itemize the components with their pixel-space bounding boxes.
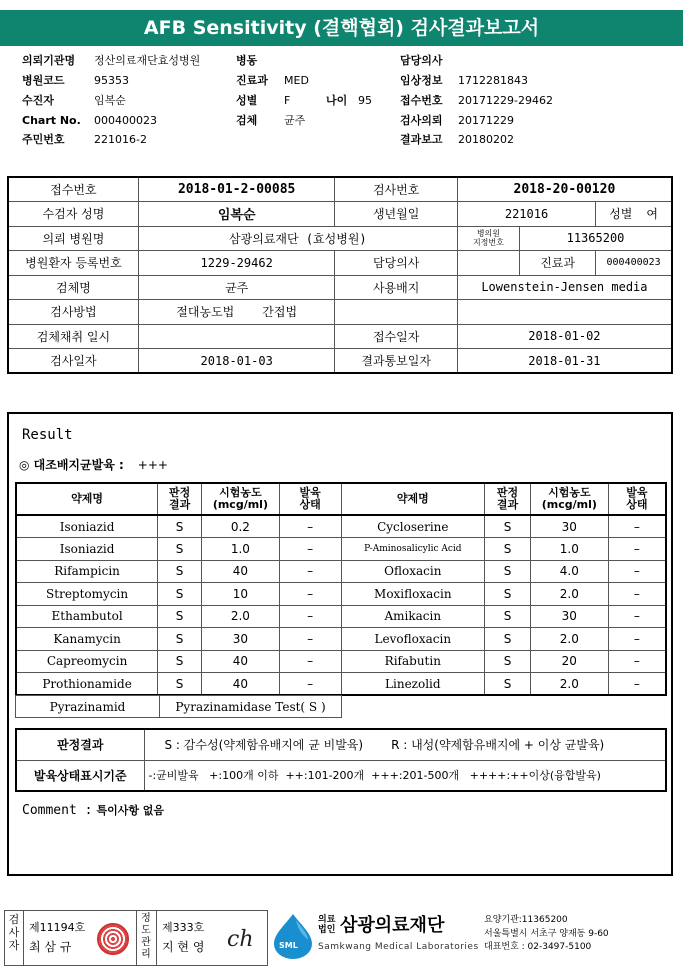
test-no: 2018-20-00120 <box>457 177 672 202</box>
inst-label: 의뢰기관명 <box>22 54 76 67</box>
drug-name: Isoniazid <box>16 538 158 561</box>
drug-growth: – <box>279 605 341 628</box>
drug-result: S <box>158 583 202 606</box>
sml-logo <box>272 912 314 960</box>
accept-label: 접수일자 <box>335 324 457 349</box>
reviewer-no: 제333호 <box>162 921 205 934</box>
drug-conc: 20 <box>530 650 608 673</box>
conc-header: 시험농도 (mcg/ml) <box>201 483 279 515</box>
designated-no: 11365200 <box>520 226 673 251</box>
comment-value: 특이사항 없음 <box>96 804 165 817</box>
drug-result: S <box>485 515 531 538</box>
patient-name: 임복순 <box>138 202 335 227</box>
drug-growth: – <box>608 515 666 538</box>
growth-header-2: 발육 상태 <box>608 483 666 515</box>
sex-cell <box>596 202 672 227</box>
reg-no: 1229-29462 <box>138 251 335 276</box>
request-value: 20171229 <box>458 114 514 127</box>
drug-table <box>15 482 667 696</box>
drug-conc: 2.0 <box>201 605 279 628</box>
drug-conc: 40 <box>201 673 279 696</box>
report-title: AFB Sensitivity (결핵협회) 검사결과보고서 <box>0 10 683 46</box>
drug-conc: 2.0 <box>530 583 608 606</box>
age-value: 95 <box>358 94 372 107</box>
sex-label: 성별 <box>236 94 258 107</box>
org-en: Samkwang Medical Laboratories <box>318 942 479 952</box>
drug-name: Ethambutol <box>16 605 158 628</box>
drug-conc: 0.2 <box>201 515 279 538</box>
media-label: 사용배지 <box>335 275 457 300</box>
drug-name: Isoniazid <box>16 515 158 538</box>
dept-label: 진료과 <box>520 251 596 276</box>
method-empty-2 <box>457 300 672 325</box>
receipt-no: 2018-01-2-00085 <box>138 177 335 202</box>
drug-result: S <box>158 628 202 651</box>
reviewer-label: 정도관리 <box>141 913 151 960</box>
drug-conc: 40 <box>201 560 279 583</box>
drug-result: S <box>485 583 531 606</box>
drug-growth: – <box>279 583 341 606</box>
drug-growth: – <box>279 628 341 651</box>
tester-no: 제11194호 <box>29 921 86 934</box>
sex-value: F <box>284 94 291 107</box>
drug-growth: – <box>608 583 666 606</box>
drug-result: S <box>485 650 531 673</box>
media: Lowenstein-Jensen media <box>457 275 672 300</box>
org-prefix: 의료법인 <box>318 915 336 935</box>
designated-label-1: 병의원 <box>476 229 500 239</box>
notify: 2018-01-31 <box>457 349 672 374</box>
drug-header-2: 약제명 <box>341 483 485 515</box>
hospital-label: 의뢰 병원명 <box>8 226 138 251</box>
test-no-label: 검사번호 <box>335 177 457 202</box>
drug-header: 약제명 <box>16 483 158 515</box>
tester-label: 검사자 <box>8 913 20 952</box>
name-label: 수검자 성명 <box>8 202 138 227</box>
table-row <box>16 673 666 696</box>
doctor-label: 담당의사 <box>335 251 457 276</box>
drug-conc: 2.0 <box>530 628 608 651</box>
drug-growth: – <box>279 673 341 696</box>
logo-text: SML <box>279 941 298 950</box>
drug-name: Prothionamide <box>16 673 158 696</box>
code-value: 95353 <box>94 74 129 87</box>
drug-growth: – <box>608 605 666 628</box>
specimen-value: 균주 <box>284 114 306 127</box>
judge-s: S : 감수성(약제함유배지에 균 비발육) <box>164 738 364 753</box>
org-address: 서울특별시 서초구 양재동 9-60 <box>484 928 609 939</box>
org-name: 삼광의료재단 <box>340 915 445 936</box>
specimen-label: 검체 <box>236 114 258 127</box>
table-row <box>16 650 666 673</box>
designated-label-2: 지정번호 <box>472 238 504 248</box>
method-2: 간접법 <box>262 305 298 320</box>
method-empty <box>335 300 457 325</box>
dept-value: MED <box>284 74 309 87</box>
table-row <box>16 560 666 583</box>
doctor <box>457 251 519 276</box>
drug-growth: – <box>279 515 341 538</box>
info-table <box>7 176 673 374</box>
sex: 여 <box>646 207 658 222</box>
control-growth <box>19 456 168 473</box>
conc-header-2: 시험농도 (mcg/ml) <box>530 483 608 515</box>
chart-value: 000400023 <box>94 114 157 127</box>
result-section <box>7 412 673 876</box>
pza-name: Pyrazinamid <box>16 696 160 718</box>
rrn-value: 221016-2 <box>94 133 147 146</box>
drug-result: S <box>485 538 531 561</box>
drug-result: S <box>485 673 531 696</box>
drug-growth: – <box>608 673 666 696</box>
pza-result: Pyrazinamidase Test( S ) <box>160 696 342 718</box>
drug-growth: – <box>279 650 341 673</box>
drug-conc: 2.0 <box>530 673 608 696</box>
table-row <box>16 605 666 628</box>
table-row <box>16 538 666 561</box>
specimen: 균주 <box>138 275 335 300</box>
drug-conc: 40 <box>201 650 279 673</box>
chart-label: Chart No. <box>22 114 81 127</box>
clinical-label: 임상정보 <box>400 74 443 87</box>
receipt-no-label: 접수번호 <box>8 177 138 202</box>
drug-growth: – <box>608 628 666 651</box>
drug-conc: 10 <box>201 583 279 606</box>
control-value: +++ <box>137 458 168 472</box>
tester-name: 최 삼 규 <box>29 940 72 954</box>
request-label: 검사의뢰 <box>400 114 443 127</box>
rrn-label: 주민번호 <box>22 133 65 146</box>
method-label: 검사방법 <box>8 300 138 325</box>
report-value: 20180202 <box>458 133 514 146</box>
notify-label: 결과통보일자 <box>335 349 457 374</box>
drug-growth: – <box>608 538 666 561</box>
result-title: Result <box>22 427 73 443</box>
org-phone: 대표번호 : 02-3497-5100 <box>484 942 592 952</box>
doctor-label: 담당의사 <box>400 54 443 67</box>
drug-conc: 1.0 <box>201 538 279 561</box>
pza-table <box>15 695 342 718</box>
testdate: 2018-01-03 <box>138 349 335 374</box>
drug-result: S <box>158 650 202 673</box>
patient-value: 임복순 <box>94 94 126 107</box>
clinical-value: 1712281843 <box>458 74 528 87</box>
drug-result: S <box>158 673 202 696</box>
age-label: 나이 <box>326 94 348 107</box>
collect <box>138 324 335 349</box>
judge-label: 판정결과 <box>16 729 144 760</box>
table-row <box>16 628 666 651</box>
dept: 000400023 <box>596 251 672 276</box>
patient-label: 수진자 <box>22 94 54 107</box>
drug-name: Rifabutin <box>341 650 485 673</box>
drug-result: S <box>485 560 531 583</box>
drug-name: Kanamycin <box>16 628 158 651</box>
drug-name: Moxifloxacin <box>341 583 485 606</box>
growth-label: 발육상태표시기준 <box>16 760 144 791</box>
drug-growth: – <box>279 538 341 561</box>
signature: ch <box>227 927 254 952</box>
drug-growth: – <box>608 560 666 583</box>
designated-label <box>457 226 519 251</box>
judge-values <box>144 729 666 760</box>
control-label: ◎ 대조배지균발육 : <box>19 458 124 472</box>
drug-result: S <box>158 605 202 628</box>
hospital: 삼광의료재단 (효성병원) <box>138 226 457 251</box>
drug-name: P-Aminosalicylic Acid <box>341 538 485 561</box>
dept-label: 진료과 <box>236 74 268 87</box>
drug-name: Cycloserine <box>341 515 485 538</box>
drug-name: Linezolid <box>341 673 485 696</box>
drug-name: Streptomycin <box>16 583 158 606</box>
testdate-label: 검사일자 <box>8 349 138 374</box>
drug-result: S <box>158 560 202 583</box>
dob-label: 생년월일 <box>335 202 457 227</box>
inst-value: 정산의료재단효성병원 <box>94 54 201 67</box>
sex-label: 성별 <box>609 207 633 222</box>
signature-box <box>4 910 268 966</box>
ward-label: 병동 <box>236 54 258 67</box>
drug-name: Rifampicin <box>16 560 158 583</box>
drug-conc: 30 <box>201 628 279 651</box>
result-header: 판정 결과 <box>158 483 202 515</box>
drug-growth: – <box>279 560 341 583</box>
drug-result: S <box>485 605 531 628</box>
comment <box>22 802 164 818</box>
legend-table <box>15 728 667 792</box>
method-1: 절대농도법 <box>176 305 235 320</box>
collect-label: 검체채취 일시 <box>8 324 138 349</box>
dob: 221016 <box>457 202 595 227</box>
comment-label: Comment : <box>22 803 93 818</box>
drug-result: S <box>158 538 202 561</box>
reviewer-name: 지 현 영 <box>162 940 205 954</box>
drug-conc: 1.0 <box>530 538 608 561</box>
seal-stamp <box>97 923 129 955</box>
growth-header: 발육 상태 <box>279 483 341 515</box>
org-code: 요양기관:11365200 <box>484 915 568 925</box>
reg-label: 병원환자 등록번호 <box>8 251 138 276</box>
drug-name: Amikacin <box>341 605 485 628</box>
drug-conc: 30 <box>530 605 608 628</box>
specimen-label: 검체명 <box>8 275 138 300</box>
drug-result: S <box>158 515 202 538</box>
report-label: 결과보고 <box>400 133 443 146</box>
accept: 2018-01-02 <box>457 324 672 349</box>
drug-conc: 30 <box>530 515 608 538</box>
org-info <box>484 914 609 955</box>
drug-name: Ofloxacin <box>341 560 485 583</box>
drug-name: Levofloxacin <box>341 628 485 651</box>
judge-r: R : 내성(약제함유배지에 + 이상 균발육) <box>391 738 605 753</box>
drug-name: Capreomycin <box>16 650 158 673</box>
result-header-2: 판정 결과 <box>485 483 531 515</box>
receipt-label: 접수번호 <box>400 94 443 107</box>
growth-value: -:균비발육 +:100개 이하 ++:101-200개 +++:201-500개 ++++:++이상(융합발육) <box>144 760 666 791</box>
drug-conc: 4.0 <box>530 560 608 583</box>
drug-growth: – <box>608 650 666 673</box>
table-row <box>16 583 666 606</box>
code-label: 병원코드 <box>22 74 65 87</box>
logo-icon <box>272 912 314 960</box>
table-row <box>16 515 666 538</box>
drug-result: S <box>485 628 531 651</box>
receipt-value: 20171229-29462 <box>458 94 553 107</box>
method <box>138 300 335 325</box>
